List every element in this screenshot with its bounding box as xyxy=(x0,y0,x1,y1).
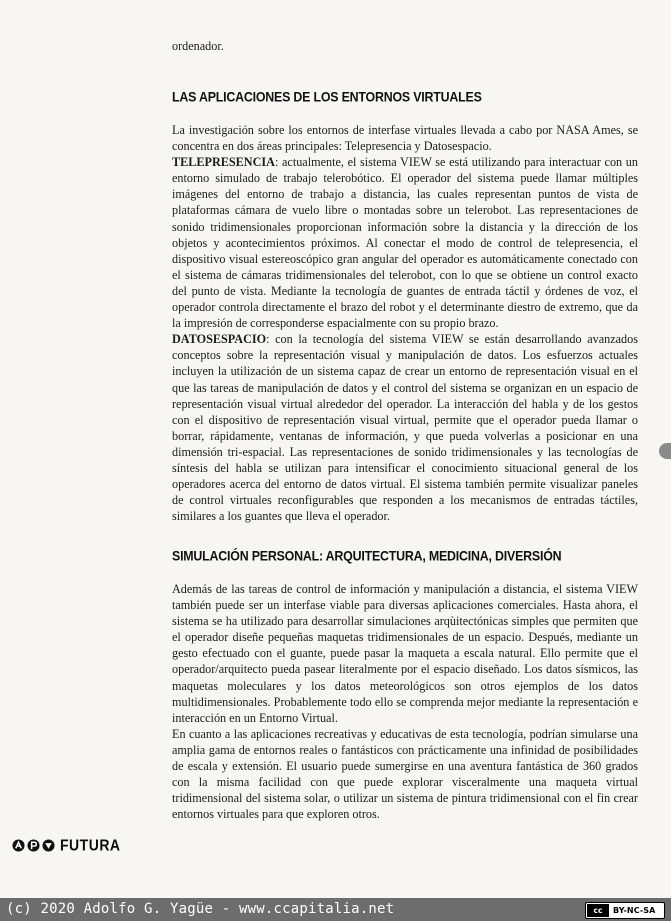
triangle-circle-icon xyxy=(42,839,55,852)
section-body-simulacion xyxy=(172,581,638,822)
telepresencia-body: : actualmente, el sistema VIEW se está utilizando para interactuar con un entorno simulado de trabajo telerobótico. El operador del sistema puede llamar múltiples imágenes del entorno de trabajo a distancia, las cuales representan puntos de vista de plataformas cámara de vuelo libre o montadas sobre un telerobot. Las representaciones de sonido tridimensionales proporcionan información sobre la distancia y la dirección de los objetos y acontecimientos próximos. Al conectar el modo de control de telepresencia, el dispositivo visual estereoscópico gran angular del operador es automáticamente conectado con el sistema de cámaras tridimensionales del telerobot, con lo que se obtiene un control exacto del punto de vista. Mediante la tecnología de guantes de entrada táctil y órdenes de voz, el operador controla directamente el brazo del robot y el determinante diestro de extremo, que da la impresión de corresponderse espacialmente con su propio brazo. xyxy=(172,155,638,331)
telepresencia-lead: TELEPRESENCIA xyxy=(172,155,275,170)
datosespacio-paragraph xyxy=(172,331,638,524)
futura-logo xyxy=(12,836,121,854)
p-circle-icon xyxy=(27,839,40,852)
section-heading-simulacion: SIMULACIÓN PERSONAL: ARQUITECTURA, MEDICINA, DIVERSIÓN xyxy=(172,548,562,564)
footer-bar xyxy=(0,898,671,921)
a-circle-icon xyxy=(12,839,25,852)
copyright-credit: (c) 2020 Adolfo G. Yagüe - www.ccapitalia.net xyxy=(6,901,395,917)
intro-paragraph: La investigación sobre los entornos de interfase virtuales llevada a cabo por NASA Ames, se concentra en dos áreas principales: Telepresencia y Datosespacio. xyxy=(172,123,638,154)
continuation-text xyxy=(172,38,638,54)
cc-license-badge[interactable] xyxy=(585,902,665,919)
page-edge-tab xyxy=(659,443,671,459)
continuation-line: ordenador. xyxy=(172,39,224,53)
section-heading-aplicaciones: LAS APLICACIONES DE LOS ENTORNOS VIRTUALES xyxy=(172,89,482,105)
simulacion-paragraph-2: En cuanto a las aplicaciones recreativas y educativas de esta tecnología, podrían simularse una amplia gama de entornos reales o fantásticos con prácticamente una infinidad de posibilidades de escala y extensión. El usuario puede sumergirse en una aventura fantástica de 360 grados con la misma facilidad con que puede explorar visceralmente una maqueta virtual tridimensional del sistema solar, o utilizar un sistema de pintura tridimensional con el fin crear entornos virtuales para que exploren otros. xyxy=(172,726,638,822)
datosespacio-lead: DATOSESPACIO xyxy=(172,332,267,347)
license-type: BY-NC-SA xyxy=(613,906,656,915)
simulacion-paragraph-1: Además de las tareas de control de información y manipulación a distancia, el sistema VIEW también puede ser un interfase viable para diversas aplicaciones comerciales. Hasta ahora, el sistema se ha utilizado para desarrollar simulaciones arqùitectónicas simples que permiten que el operador diseñe pequeñas maquetas tridimensionales de un espacio. Después, mediante un gesto efectuado con el guante, puede pasar la maqueta a escala natural. Ello permite que el operador/arquitecto pueda pasear literalmente por el espacio diseñado. Los datos sísmicos, las maquetas moleculares y los datos meteorológicos son otros ejemplos de los datos multidimensionales. Probablemente todo ello se comprenda mejor mediante la representación e interacción en un Entorno Virtual. xyxy=(172,582,638,725)
datosespacio-body: : con la tecnología del sistema VIEW se están desarrollando avanzados conceptos sobre la representación visual y manipulación de datos. Los esfuerzos actuales incluyen la utilización de un sistema capaz de crear un entorno de representación visual en el que las tareas de manipulación de datos y el control del sistema se organizan en un espacio de representación visual virtual alrededor del operador. La interacción del habla y de los gestos con el dispositivo de representación visual virtual, permite que el operador pueda llamar o borrar, rápidamente, ventanas de información, y que pueda volverlas a posicionar en una dimensión tri-espacial. Las representaciones de sonido tridimensionales y las tecnologías de síntesis del habla se utilizan para intensificar el conocimiento situacional general de los operadores acerca del entorno de datos virtual. El sistema también permite visualizar paneles de control virtuales reconfigurables que responden a los mecanismos de entradas táctiles, similares a los guantes que lleva el operador. xyxy=(172,332,638,524)
futura-wordmark: FUTURA xyxy=(60,835,121,855)
section-body-aplicaciones xyxy=(172,122,638,524)
cc-logo-icon: cc xyxy=(587,904,609,917)
telepresencia-paragraph xyxy=(172,154,638,331)
